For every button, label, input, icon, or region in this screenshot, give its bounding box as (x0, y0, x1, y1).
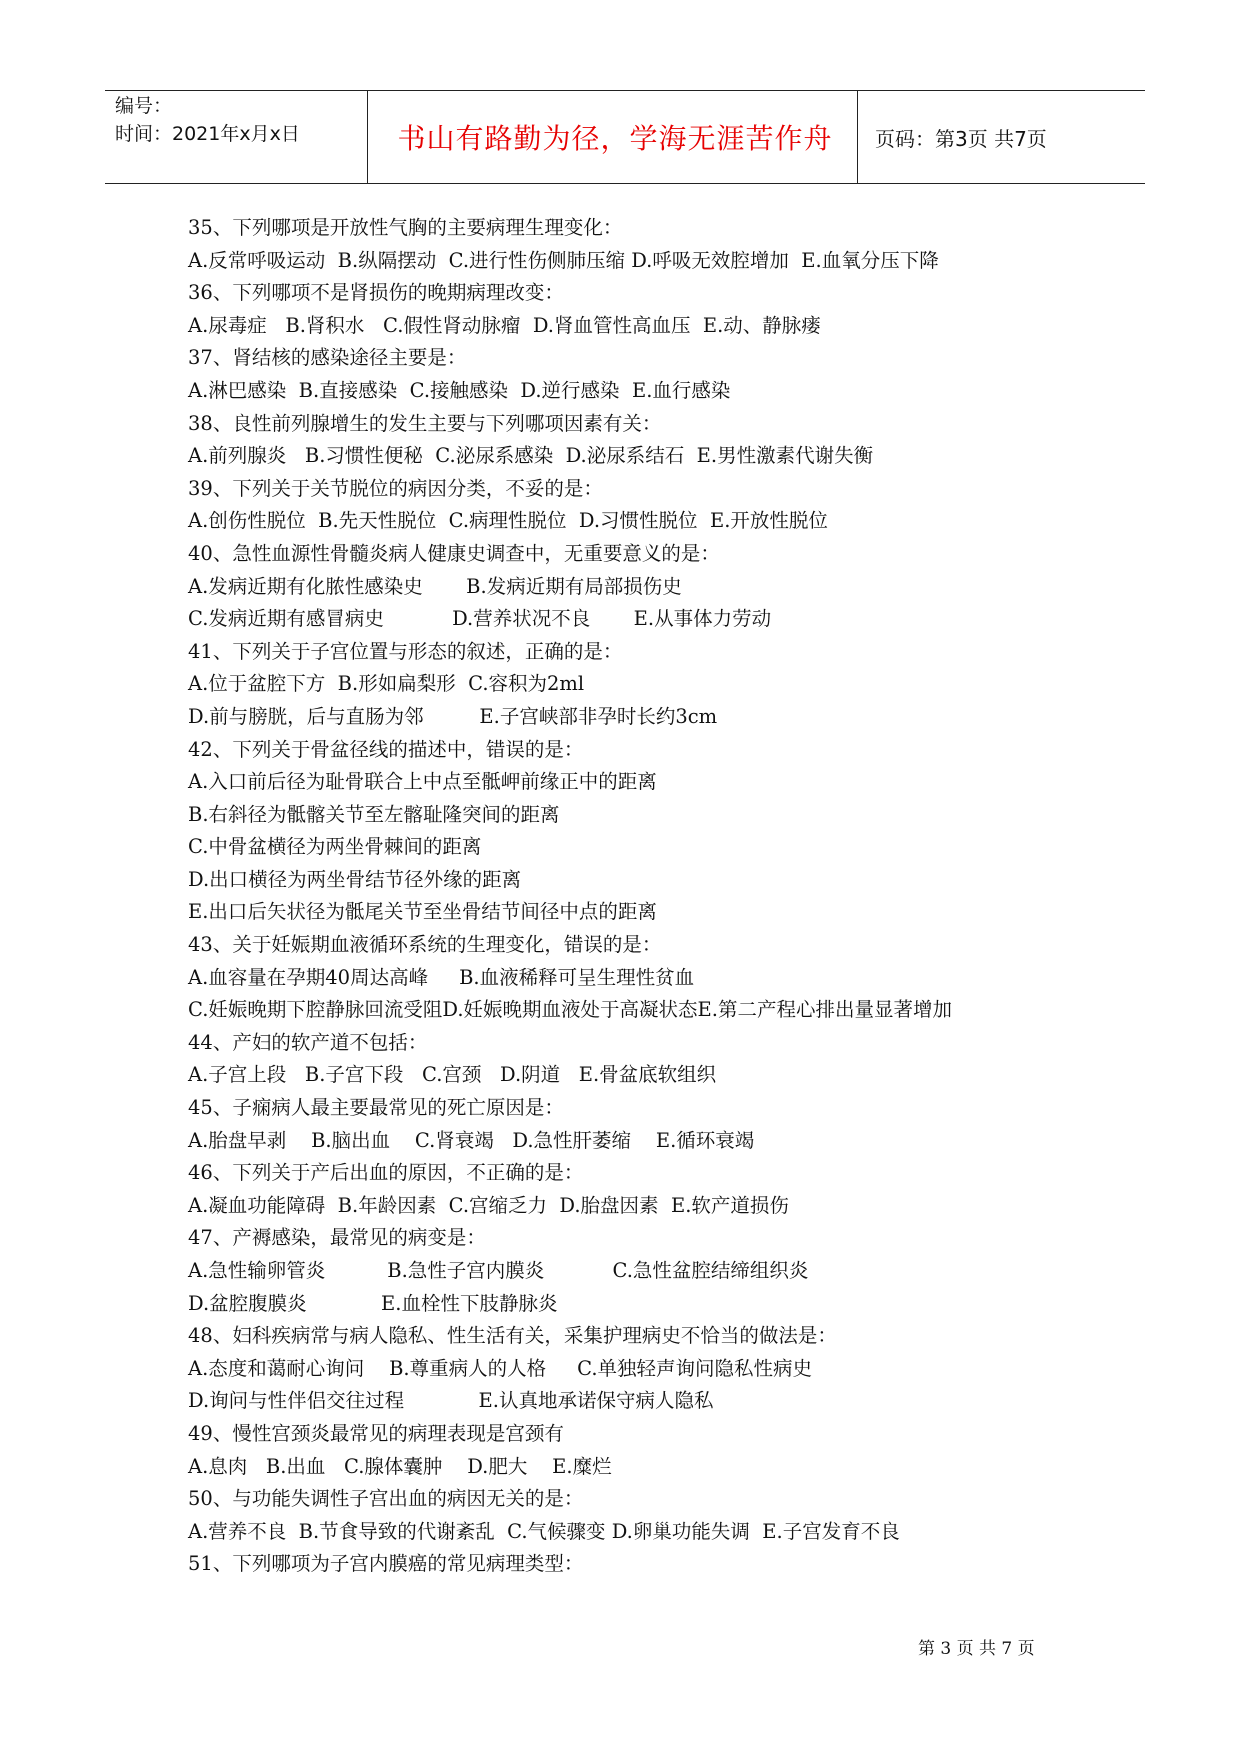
text-line: 46、下列关于产后出血的原因，不正确的是： (188, 1161, 584, 1185)
text-line: A.创伤性脱位 B.先天性脱位 C.病理性脱位 D.习惯性脱位 E.开放性脱位 (188, 509, 828, 533)
page-footer: 第 3 页 共 7 页 (918, 1639, 1035, 1659)
header-divider (367, 91, 368, 183)
text-line: A.前列腺炎 B.习惯性便秘 C.泌尿系感染 D.泌尿系结石 E.男性激素代谢失衡 (188, 444, 874, 468)
text-line: A.入口前后径为耻骨联合上中点至骶岬前缘正中的距离 (188, 770, 657, 794)
header-motto: 书山有路勤为径，学海无涯苦作舟 (397, 122, 833, 155)
text-line: A.子宫上段 B.子宫下段 C.宫颈 D.阴道 E.骨盆底软组织 (188, 1063, 717, 1087)
header-divider (857, 91, 858, 183)
text-line: 36、下列哪项不是肾损伤的晚期病理改变： (188, 281, 564, 305)
text-line: D.前与膀胱，后与直肠为邻 E.子宫峡部非孕时长约3cm (188, 704, 718, 728)
text-line: 35、下列哪项是开放性气胸的主要病理生理变化： (188, 216, 623, 239)
text-line: 37、肾结核的感染途径主要是： (188, 346, 467, 370)
text-line: A.态度和蔼耐心询问 B.尊重病人的人格 C.单独轻声询问隐私性病史 (188, 1356, 813, 1380)
text-line: 41、下列关于子宫位置与形态的叙述，正确的是： (188, 639, 623, 663)
text-line: 39、下列关于关节脱位的病因分类，不妥的是： (188, 476, 603, 500)
text-line: A.发病近期有化脓性感染史 B.发病近期有局部损伤史 (188, 574, 682, 598)
text-line: 47、产褥感染，最常见的病变是： (188, 1226, 486, 1250)
text-line: E.出口后矢状径为骶尾关节至坐骨结节间径中点的距离 (188, 900, 657, 924)
header-page-number: 页码：第3页 共7页 (875, 126, 1047, 151)
text-line: A.胎盘早剥 B.脑出血 C.肾衰竭 D.急性肝萎缩 E.循环衰竭 (188, 1128, 755, 1152)
serial-number-label: 编号： (115, 95, 173, 117)
text-line: D.盆腔腹膜炎 E.血栓性下肢静脉炎 (188, 1291, 558, 1315)
text-line: 40、急性血源性骨髓炎病人健康史调查中，无重要意义的是： (188, 541, 720, 565)
date-label: 时间：2021年x月x日 (115, 123, 300, 145)
page-header (105, 90, 1145, 184)
text-line: A.淋巴感染 B.直接感染 C.接触感染 D.逆行感染 E.血行感染 (188, 378, 731, 402)
text-line: 42、下列关于骨盆径线的描述中，错误的是： (188, 737, 584, 761)
text-line: 48、妇科疾病常与病人隐私、性生活有关，采集护理病史不恰当的做法是： (188, 1324, 837, 1348)
text-line: A.位于盆腔下方 B.形如扁梨形 C.容积为2ml (188, 672, 585, 696)
text-line: B.右斜径为骶髂关节至左髂耻隆突间的距离 (188, 802, 560, 826)
text-line: 45、子痫病人最主要最常见的死亡原因是： (188, 1096, 564, 1120)
text-line: 50、与功能失调性子宫出血的病因无关的是： (188, 1487, 584, 1511)
text-line: D.出口横径为两坐骨结节径外缘的距离 (188, 867, 522, 891)
text-line: A.营养不良 B.节食导致的代谢紊乱 C.气候骤变 D.卵巢功能失调 E.子宫发育不良 (188, 1519, 900, 1543)
text-line: C.妊娠晚期下腔静脉回流受阻D.妊娠晚期血液处于高凝状态E.第二产程心排出量显著增加 (188, 998, 952, 1022)
text-line: 38、良性前列腺增生的发生主要与下列哪项因素有关： (188, 411, 662, 435)
text-line: A.息肉 B.出血 C.腺体囊肿 D.肥大 E.糜烂 (188, 1454, 612, 1478)
header-meta (115, 91, 370, 183)
text-line: 51、下列哪项为子宫内膜癌的常见病理类型： (188, 1552, 584, 1576)
text-line: C.中骨盆横径为两坐骨棘间的距离 (188, 835, 482, 859)
text-line: 44、产妇的软产道不包括： (188, 1030, 428, 1054)
text-line: A.凝血功能障碍 B.年龄因素 C.宫缩乏力 D.胎盘因素 E.软产道损伤 (188, 1193, 789, 1217)
text-line: A.急性输卵管炎 B.急性子宫内膜炎 C.急性盆腔结缔组织炎 (188, 1259, 809, 1282)
text-line: 43、关于妊娠期血液循环系统的生理变化，错误的是： (188, 933, 662, 957)
text-line: A.尿毒症 B.肾积水 C.假性肾动脉瘤 D.肾血管性高血压 E.动、静脉瘘 (188, 313, 821, 337)
text-line: D.询问与性伴侣交往过程 E.认真地承诺保守病人隐私 (188, 1389, 714, 1413)
question-list (188, 212, 1088, 1581)
text-line: A.血容量在孕期40周达高峰 B.血液稀释可呈生理性贫血 (188, 965, 695, 989)
text-line: A.反常呼吸运动 B.纵隔摆动 C.进行性伤侧肺压缩 D.呼吸无效腔增加 E.血氧分压下降 (188, 248, 939, 272)
text-line: 49、慢性宫颈炎最常见的病理表现是宫颈有 (188, 1421, 564, 1445)
text-line: C.发病近期有感冒病史 D.营养状况不良 E.从事体力劳动 (188, 607, 772, 631)
